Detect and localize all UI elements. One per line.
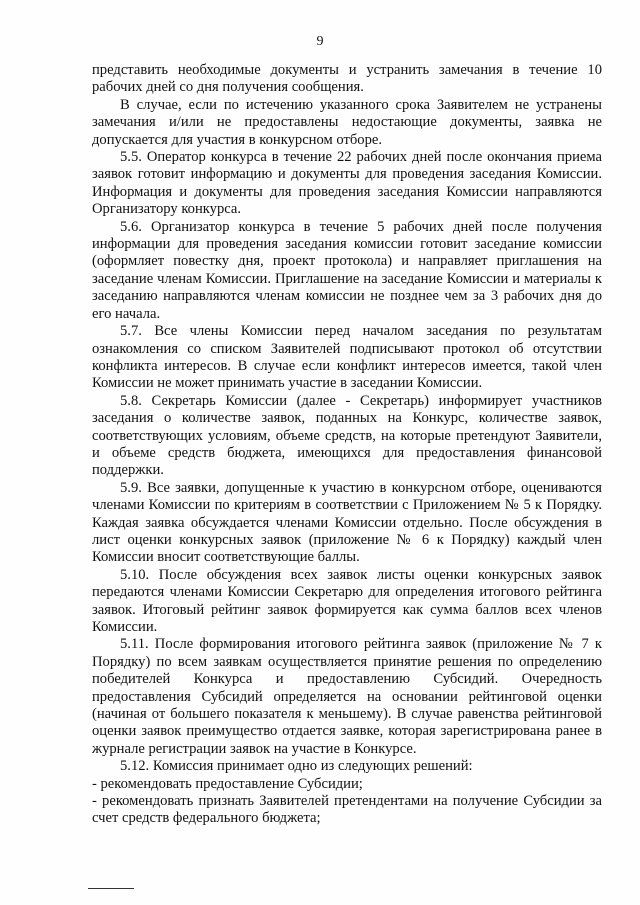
paragraph-5-9: 5.9. Все заявки, допущенные к участию в конкурсном отборе, оцениваются членами Комиссии по критериям в соответствии с Приложением № 5 к Порядку. Каждая заявка обсуждается членами Комиссии отдельно. После обсуждения в лист оценки конкурсных заявок (приложение № 6 к Порядку) каждый член Комиссии вносит соответствующие баллы. bbox=[92, 479, 602, 566]
paragraph-deadline-note: В случае, если по истечению указанного срока Заявителем не устранены замечания и/или не предоставлены недостающие документы, заявка не допускается для участия в конкурсном отборе. bbox=[92, 96, 602, 148]
paragraph-5-10: 5.10. После обсуждения всех заявок листы оценки конкурсных заявок передаются членами Комиссии Секретарю для определения итогового рейтинга заявок. Итоговый рейтинг заявок формируется как сумма баллов всех членов Комиссии. bbox=[92, 566, 602, 635]
footer-rule bbox=[88, 888, 134, 889]
list-item-recommend-subsidy: - рекомендовать предоставление Субсидии; bbox=[92, 775, 363, 792]
paragraph-5-12: 5.12. Комиссия принимает одно из следующих решений: bbox=[120, 758, 473, 775]
paragraph-5-6: 5.6. Организатор конкурса в течение 5 рабочих дней после получения информации для проведения заседания комиссии готовит заседание комиссии (оформляет повестку дня, проект протокола) и направляет приглашения на заседание членам Комиссии. Приглашение на заседание Комиссии и материалы к заседанию направляются членам комиссии не позднее чем за 3 рабочих дня до его начала. bbox=[92, 218, 602, 322]
paragraph-5-7: 5.7. Все члены Комиссии перед началом заседания по результатам ознакомления со списком Заявителей подписывают протокол об отсутствии конфликта интересов. В случае если конфликт интересов имеется, такой член Комиссии не может принимать участие в заседании Комиссии. bbox=[92, 323, 602, 392]
paragraph-continuation: представить необходимые документы и устранить замечания в течение 10 рабочих дней со дня получения сообщения. bbox=[92, 62, 602, 96]
document-body bbox=[92, 62, 602, 828]
paragraph-5-11: 5.11. После формирования итогового рейтинга заявок (приложение № 7 к Порядку) по всем заявкам осуществляется принятие решения по определению победителей Конкурса и предоставлению Субсидий. Очередность предоставления Субсидий определяется на основании рейтинговой оценки (начиная от большего показателя к меньшему). В случае равенства рейтинговой оценки заявок преимущество отдается заявке, которая зарегистрирована ранее в журнале регистрации заявок на участие в Конкурсе. bbox=[92, 636, 602, 757]
paragraph-5-5: 5.5. Оператор конкурса в течение 22 рабочих дней после окончания приема заявок готовит информацию и документы для проведения заседания Комиссии. Информация и документы для проведения заседания Комиссии направляются Организатору конкурса. bbox=[92, 149, 602, 218]
list-item-recommend-federal: - рекомендовать признать Заявителей претендентами на получение Субсидии за счет средств федерального бюджета; bbox=[92, 793, 602, 827]
page-number: 9 bbox=[316, 34, 324, 49]
paragraph-5-8: 5.8. Секретарь Комиссии (далее - Секретарь) информирует участников заседания о количестве заявок, поданных на Конкурс, количестве заявок, соответствующих условиям, объеме средств, на которые претендуют Заявители, и объеме средств бюджета, имеющихся для предоставления финансовой поддержки. bbox=[92, 392, 602, 479]
